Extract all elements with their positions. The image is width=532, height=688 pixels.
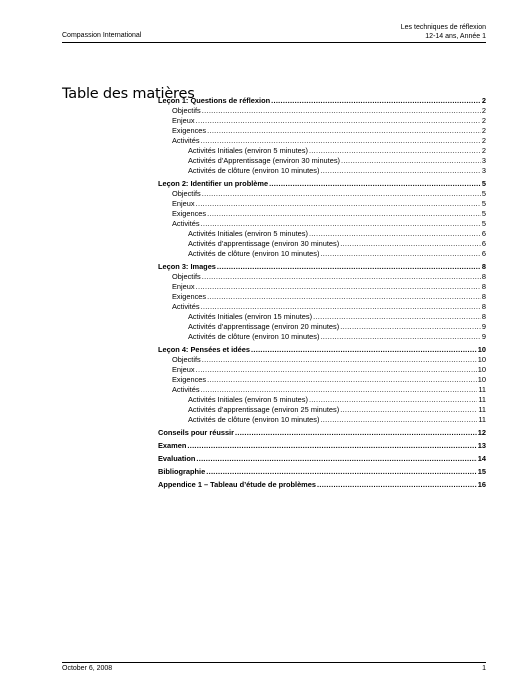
toc-entry-page: 2 bbox=[481, 146, 486, 155]
toc-entry[interactable] bbox=[158, 209, 486, 219]
toc-dot-leader bbox=[196, 282, 481, 292]
toc-entry-label: Leçon 3: Images bbox=[158, 262, 216, 271]
toc-dot-leader bbox=[341, 156, 481, 166]
toc-dot-leader bbox=[271, 96, 481, 106]
toc-dot-leader bbox=[202, 189, 481, 199]
toc-dot-leader bbox=[320, 332, 480, 342]
toc-entry[interactable] bbox=[158, 345, 486, 355]
toc-dot-leader bbox=[202, 272, 481, 282]
toc-entry-label: Activités d’apprentissage (environ 25 minutes) bbox=[188, 405, 340, 414]
toc-dot-leader bbox=[340, 405, 477, 415]
toc-dot-leader bbox=[196, 116, 481, 126]
toc-entry-label: Activités bbox=[172, 136, 200, 145]
toc-entry-page: 10 bbox=[477, 375, 486, 384]
toc-dot-leader bbox=[196, 454, 476, 464]
toc-entry-label: Enjeux bbox=[172, 199, 195, 208]
toc-entry-page: 11 bbox=[478, 395, 486, 404]
toc-entry-label: Activités bbox=[172, 302, 200, 311]
toc-entry-label: Leçon 4: Pensées et idées bbox=[158, 345, 251, 354]
toc-entry-label: Activités d’apprentissage (environ 30 minutes) bbox=[188, 239, 340, 248]
toc-entry-page: 2 bbox=[481, 126, 486, 135]
toc-entry-page: 2 bbox=[481, 116, 486, 125]
toc-entry-page: 13 bbox=[477, 441, 486, 450]
toc-entry-label: Enjeux bbox=[172, 365, 195, 374]
toc-entry[interactable] bbox=[158, 480, 486, 490]
toc-entry[interactable] bbox=[158, 126, 486, 136]
toc-entry[interactable] bbox=[158, 179, 486, 189]
toc-entry-page: 5 bbox=[481, 219, 486, 228]
toc-entry-page: 10 bbox=[477, 355, 486, 364]
toc-entry-label: Enjeux bbox=[172, 116, 195, 125]
toc-entry-page: 8 bbox=[481, 302, 486, 311]
toc-entry-label: Activités d’Apprentissage (environ 30 minutes) bbox=[188, 156, 340, 165]
toc-entry-page: 10 bbox=[477, 345, 486, 354]
toc-entry-page: 8 bbox=[481, 292, 486, 301]
toc-entry[interactable] bbox=[158, 116, 486, 126]
toc-entry[interactable] bbox=[158, 239, 486, 249]
toc-entry[interactable] bbox=[158, 106, 486, 116]
toc-entry-page: 8 bbox=[481, 312, 486, 321]
toc-entry-page: 11 bbox=[478, 385, 486, 394]
toc-entry[interactable] bbox=[158, 199, 486, 209]
toc-entry-page: 5 bbox=[481, 189, 486, 198]
toc-entry-page: 14 bbox=[477, 454, 486, 463]
toc-entry[interactable] bbox=[158, 292, 486, 302]
toc-dot-leader bbox=[187, 441, 476, 451]
toc-entry-page: 2 bbox=[481, 96, 486, 105]
toc-entry[interactable] bbox=[158, 355, 486, 365]
toc-entry-page: 12 bbox=[477, 428, 486, 437]
toc-entry-page: 9 bbox=[481, 332, 486, 341]
toc-entry-label: Enjeux bbox=[172, 282, 195, 291]
header-document-info bbox=[401, 24, 486, 41]
table-of-contents bbox=[158, 96, 486, 490]
toc-dot-leader bbox=[235, 428, 477, 438]
footer-date: October 6, 2008 bbox=[62, 665, 113, 672]
toc-entry[interactable] bbox=[158, 428, 486, 438]
toc-entry-label: Activités de clôture (environ 10 minutes) bbox=[188, 415, 320, 424]
toc-entry-label: Exigences bbox=[172, 209, 207, 218]
toc-entry[interactable] bbox=[158, 441, 486, 451]
toc-title: Table des matières bbox=[62, 85, 195, 102]
toc-entry[interactable] bbox=[158, 312, 486, 322]
toc-entry-page: 3 bbox=[481, 156, 486, 165]
toc-entry-label: Activités d’apprentissage (environ 20 minutes) bbox=[188, 322, 340, 331]
header-document-audience: 12-14 ans, Année 1 bbox=[425, 32, 486, 40]
toc-entry[interactable] bbox=[158, 219, 486, 229]
toc-dot-leader bbox=[196, 199, 481, 209]
toc-dot-leader bbox=[320, 415, 477, 425]
toc-entry-page: 3 bbox=[481, 166, 486, 175]
toc-dot-leader bbox=[201, 302, 481, 312]
toc-entry-label: Exigences bbox=[172, 126, 207, 135]
toc-entry[interactable] bbox=[158, 136, 486, 146]
toc-entry-page: 6 bbox=[481, 249, 486, 258]
toc-dot-leader bbox=[320, 166, 480, 176]
toc-dot-leader bbox=[202, 355, 477, 365]
toc-entry-label: Activités Initiales (environ 5 minutes) bbox=[188, 146, 308, 155]
toc-entry-label: Activités Initiales (environ 5 minutes) bbox=[188, 229, 308, 238]
toc-dot-leader bbox=[207, 126, 481, 136]
toc-dot-leader bbox=[217, 262, 481, 272]
toc-entry[interactable] bbox=[158, 166, 486, 176]
toc-entry[interactable] bbox=[158, 262, 486, 272]
toc-dot-leader bbox=[207, 375, 477, 385]
toc-entry[interactable] bbox=[158, 467, 486, 477]
header-divider bbox=[62, 42, 486, 43]
footer-divider bbox=[62, 662, 486, 663]
toc-dot-leader bbox=[309, 146, 481, 156]
toc-dot-leader bbox=[207, 209, 481, 219]
toc-entry-page: 5 bbox=[481, 199, 486, 208]
toc-entry[interactable] bbox=[158, 375, 486, 385]
toc-entry-page: 16 bbox=[477, 480, 486, 489]
toc-entry-label: Leçon 1: Questions de réflexion bbox=[158, 96, 271, 105]
toc-entry-label: Bibliographie bbox=[158, 467, 206, 476]
toc-entry-label: Objectifs bbox=[172, 189, 201, 198]
toc-entry-label: Activités Initiales (environ 5 minutes) bbox=[188, 395, 308, 404]
toc-entry-page: 15 bbox=[477, 467, 486, 476]
footer-page-number: 1 bbox=[482, 665, 486, 672]
toc-entry-label: Activités bbox=[172, 219, 200, 228]
toc-entry-label: Examen bbox=[158, 441, 187, 450]
toc-entry-label: Activités de clôture (environ 10 minutes) bbox=[188, 249, 320, 258]
toc-dot-leader bbox=[201, 136, 481, 146]
toc-entry-page: 2 bbox=[481, 136, 486, 145]
toc-entry-page: 6 bbox=[481, 239, 486, 248]
toc-entry[interactable] bbox=[158, 385, 486, 395]
header-document-title: Les techniques de réflexion bbox=[400, 24, 486, 31]
toc-dot-leader bbox=[251, 345, 477, 355]
toc-entry-page: 5 bbox=[481, 179, 486, 188]
toc-entry-label: Leçon 2: Identifier un problème bbox=[158, 179, 269, 188]
toc-entry[interactable] bbox=[158, 415, 486, 425]
toc-entry[interactable] bbox=[158, 272, 486, 282]
toc-dot-leader bbox=[206, 467, 477, 477]
toc-entry-page: 11 bbox=[478, 405, 486, 414]
toc-entry-label: Activités de clôture (environ 10 minutes) bbox=[188, 166, 320, 175]
toc-entry-page: 5 bbox=[481, 209, 486, 218]
toc-entry-label: Appendice 1 – Tableau d’étude de problèmes bbox=[158, 480, 316, 489]
toc-entry[interactable] bbox=[158, 146, 486, 156]
toc-dot-leader bbox=[340, 239, 481, 249]
toc-entry-label: Evaluation bbox=[158, 454, 196, 463]
toc-entry[interactable] bbox=[158, 365, 486, 375]
toc-entry-label: Objectifs bbox=[172, 272, 201, 281]
toc-entry[interactable] bbox=[158, 249, 486, 259]
toc-dot-leader bbox=[317, 480, 477, 490]
toc-entry[interactable] bbox=[158, 282, 486, 292]
toc-entry-label: Activités bbox=[172, 385, 200, 394]
toc-entry-page: 8 bbox=[481, 262, 486, 271]
toc-dot-leader bbox=[320, 249, 480, 259]
toc-entry[interactable] bbox=[158, 189, 486, 199]
toc-entry-label: Objectifs bbox=[172, 106, 201, 115]
toc-entry-label: Objectifs bbox=[172, 355, 201, 364]
toc-entry[interactable] bbox=[158, 322, 486, 332]
toc-entry[interactable] bbox=[158, 395, 486, 405]
toc-entry-page: 2 bbox=[481, 106, 486, 115]
toc-dot-leader bbox=[340, 322, 481, 332]
toc-entry-page: 11 bbox=[478, 415, 486, 424]
toc-entry[interactable] bbox=[158, 332, 486, 342]
toc-dot-leader bbox=[309, 395, 477, 405]
toc-dot-leader bbox=[201, 219, 481, 229]
toc-entry-label: Activités Initiales (environ 15 minutes) bbox=[188, 312, 313, 321]
toc-entry-page: 10 bbox=[477, 365, 486, 374]
toc-dot-leader bbox=[313, 312, 481, 322]
toc-dot-leader bbox=[196, 365, 477, 375]
toc-entry[interactable] bbox=[158, 302, 486, 312]
toc-entry-label: Conseils pour réussir bbox=[158, 428, 234, 437]
toc-entry[interactable] bbox=[158, 454, 486, 464]
toc-entry[interactable] bbox=[158, 405, 486, 415]
toc-entry-label: Exigences bbox=[172, 292, 207, 301]
toc-entry-page: 6 bbox=[481, 229, 486, 238]
toc-entry-page: 8 bbox=[481, 282, 486, 291]
toc-entry-label: Exigences bbox=[172, 375, 207, 384]
toc-entry-page: 9 bbox=[481, 322, 486, 331]
header-organization: Compassion International bbox=[62, 32, 142, 39]
toc-entry-page: 8 bbox=[481, 272, 486, 281]
toc-entry[interactable] bbox=[158, 229, 486, 239]
toc-entry[interactable] bbox=[158, 96, 486, 106]
toc-dot-leader bbox=[201, 385, 478, 395]
toc-dot-leader bbox=[207, 292, 481, 302]
toc-entry[interactable] bbox=[158, 156, 486, 166]
toc-dot-leader bbox=[202, 106, 481, 116]
toc-entry-label: Activités de clôture (environ 10 minutes) bbox=[188, 332, 320, 341]
toc-dot-leader bbox=[309, 229, 481, 239]
toc-dot-leader bbox=[269, 179, 481, 189]
